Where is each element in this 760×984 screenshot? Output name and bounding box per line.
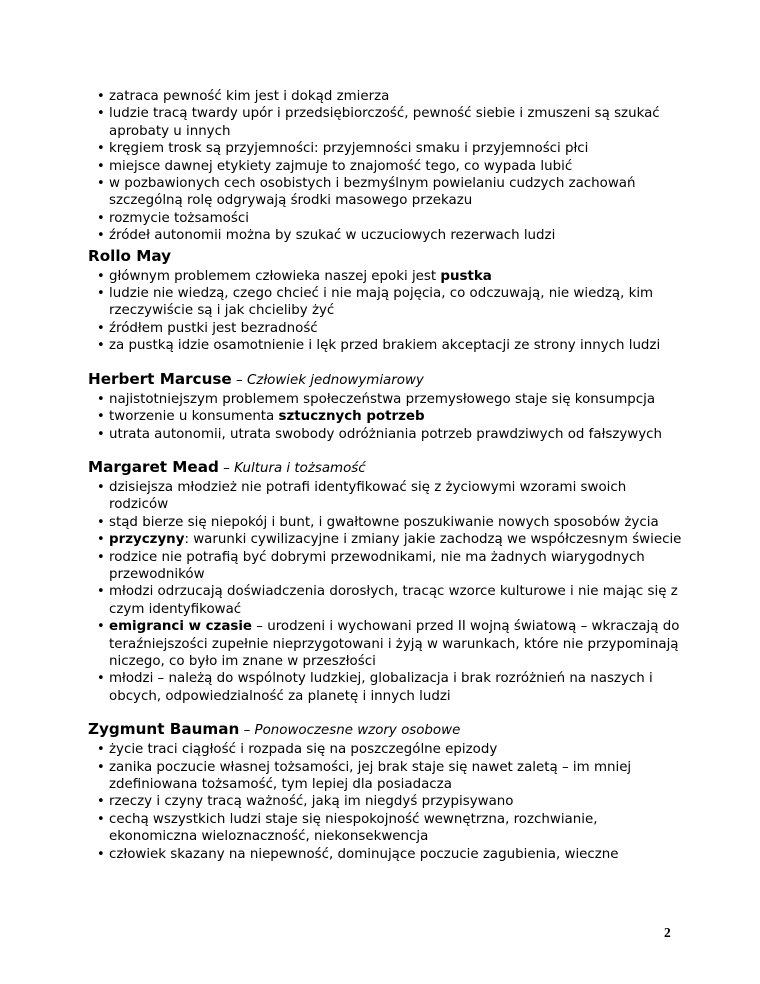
section xyxy=(88,719,688,863)
item-text: zanika poczucie własnej tożsamości, jej brak staje się nawet zaletą – im mniej zdefiniowana tożsamość, tym lepiej dla posiadacza xyxy=(109,759,632,792)
list-item xyxy=(88,140,688,157)
item-text: rodzice nie potrafią być dobrymi przewodnikami, nie ma żadnych wiarygodnych przewodników xyxy=(109,549,645,582)
item-text: życie traci ciągłość i rozpada się na poszczególne epizody xyxy=(109,742,498,758)
item-text: najistotniejszym problemem społeczeństwa przemysłowego staje się konsumpcja xyxy=(109,391,656,407)
bullet-list xyxy=(88,479,688,705)
list-item xyxy=(88,408,688,425)
list-item xyxy=(88,549,688,584)
book-title: Ponowoczesne wzory osobowe xyxy=(254,723,461,739)
item-text: rzeczy i czyny tracą ważność, jaką im niegdyś przypisywano xyxy=(109,794,514,810)
item-bold-text: sztucznych potrzeb xyxy=(278,409,425,425)
item-text: za pustką idzie osamotnienie i lęk przed brakiem akceptacji ze strony innych ludzi xyxy=(109,338,661,354)
item-bold-text: pustka xyxy=(440,268,492,284)
item-text: tworzenie u konsumenta xyxy=(109,409,279,425)
subtitle-separator: – xyxy=(231,372,247,388)
item-text: młodzi – należą do wspólnoty ludzkiej, globalizacja i brak rozróżnień na naszych i obcych, odpowiedzialność za planetę i innych ludzi xyxy=(109,671,653,704)
item-text: : warunki cywilizacyjne i zmiany jakie zachodzą we współczesnym świecie xyxy=(184,532,682,548)
item-text: w pozbawionych cech osobistych i bezmyślnym powielaniu cudzych zachowań szczególną rolę odgrywają środki masowego przekazu xyxy=(109,176,636,209)
book-title: Człowiek jednowymiarowy xyxy=(246,372,424,388)
list-item xyxy=(88,531,688,548)
bullet-list xyxy=(88,391,688,443)
item-text: cechą wszystkich ludzi staje się niespokojność wewnętrzna, rozchwianie, ekonomiczna wieloznaczność, niekonsekwencja xyxy=(109,811,598,845)
list-item xyxy=(88,618,688,670)
author-name: Rollo May xyxy=(88,246,172,265)
subtitle-separator: – xyxy=(239,723,255,739)
item-text: źródłem pustki jest bezradność xyxy=(109,320,318,336)
item-text: kręgiem trosk są przyjemności: przyjemności smaku i przyjemności płci xyxy=(109,141,589,157)
item-text: zatraca pewność kim jest i dokąd zmierza xyxy=(109,89,390,104)
item-text: źródeł autonomii można by szukać w uczuciowych rezerwach ludzi xyxy=(109,228,556,244)
sections xyxy=(88,246,688,863)
author-name: Zygmunt Bauman xyxy=(88,720,240,739)
document-page xyxy=(88,88,688,863)
section xyxy=(88,369,688,443)
item-text: utrata autonomii, utrata swobody odróżniania potrzeb prawdziwych od fałszywych xyxy=(109,426,663,442)
item-text: dzisiejsza młodzież nie potrafi identyfikować się z życiowymi wzorami swoich rodziców xyxy=(109,479,627,513)
bullet-list xyxy=(88,741,688,863)
list-item xyxy=(88,210,688,227)
list-item xyxy=(88,741,688,758)
list-item xyxy=(88,670,688,705)
list-item xyxy=(88,811,688,846)
list-item xyxy=(88,846,688,863)
list-item xyxy=(88,268,688,285)
item-text: człowiek skazany na niepewność, dominujące poczucie zagubienia, wieczne xyxy=(109,846,619,862)
section xyxy=(88,457,688,705)
section-heading xyxy=(88,369,688,391)
bullet-list xyxy=(88,268,688,355)
item-text: rozmycie tożsamości xyxy=(109,210,249,226)
author-name: Margaret Mead xyxy=(88,457,219,476)
item-text: ludzie nie wiedzą, czego chcieć i nie mają pojęcia, co odczuwają, nie wiedzą, kim rzeczywiście są i jak chcieliby żyć xyxy=(109,286,654,319)
list-item xyxy=(88,88,688,105)
section-heading xyxy=(88,246,688,268)
list-item xyxy=(88,175,688,210)
list-item xyxy=(88,583,688,618)
item-text: głównym problemem człowieka naszej epoki jest xyxy=(109,268,441,284)
list-item xyxy=(88,759,688,794)
item-text: miejsce dawnej etykiety zajmuje to znajomość tego, co wypada lubić xyxy=(109,158,573,174)
section-heading xyxy=(88,457,688,479)
item-text: młodzi odrzucają doświadczenia dorosłych, tracąc wzorce kulturowe i nie mając się z czym identyfikować xyxy=(109,584,678,617)
author-name: Herbert Marcuse xyxy=(88,369,232,388)
item-text: ludzie tracą twardy upór i przedsiębiorczość, pewność siebie i zmuszeni są szukać aprobaty u innych xyxy=(109,106,660,139)
item-bold-text: emigranci w czasie xyxy=(109,619,253,635)
list-item xyxy=(88,105,688,140)
item-bold-text: przyczyny xyxy=(109,532,185,548)
section-heading xyxy=(88,719,688,741)
item-text: stąd bierze się niepokój i bunt, i gwałtowne poszukiwanie nowych sposobów życia xyxy=(109,514,659,530)
list-item xyxy=(88,426,688,443)
item-text: – urodzeni i wychowani przed II wojną światową – wkraczają do teraźniejszości zupełnie nieprzygotowani i żyją w warunkach, które nie przypominają niczego, co było im znane w przeszłości xyxy=(109,619,680,669)
list-item xyxy=(88,158,688,175)
list-item xyxy=(88,320,688,337)
list-item xyxy=(88,227,688,244)
list-item xyxy=(88,514,688,531)
section xyxy=(88,246,688,355)
list-item xyxy=(88,479,688,514)
page-number: 2 xyxy=(664,925,671,940)
list-item xyxy=(88,285,688,320)
subtitle-separator: – xyxy=(218,460,235,476)
list-item xyxy=(88,391,688,408)
book-title: Kultura i tożsamość xyxy=(234,460,366,476)
list-item xyxy=(88,793,688,810)
list-item xyxy=(88,337,688,354)
intro-list xyxy=(88,88,688,245)
